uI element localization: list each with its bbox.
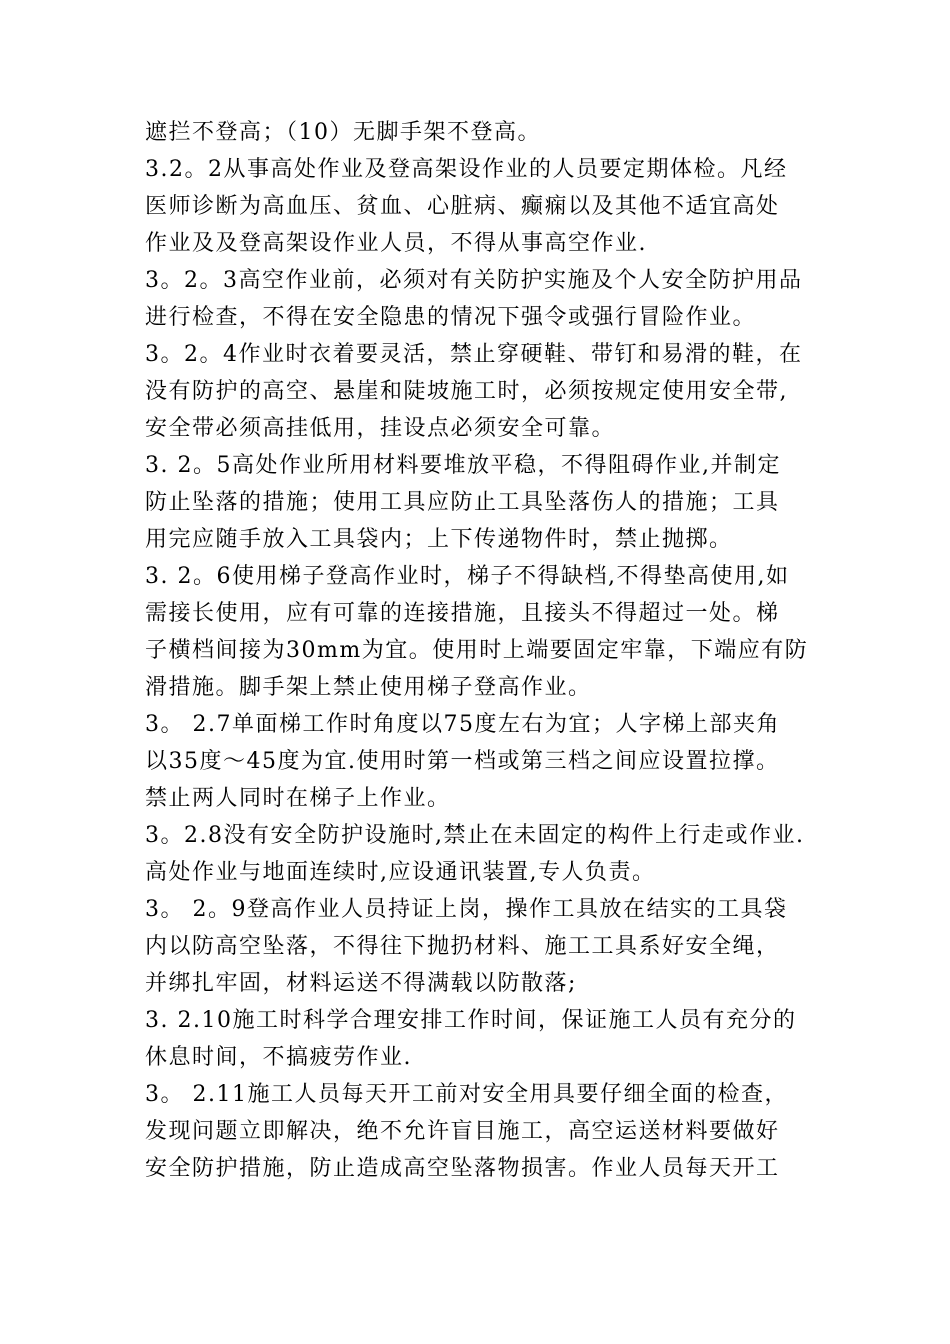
text-line: 休息时间，不搞疲劳作业.: [145, 1045, 412, 1070]
text-line: 3。 2。9登高作业人员持证上岗，操作工具放在结实的工具袋: [145, 897, 788, 922]
document-body: [145, 114, 815, 1187]
text-line: 没有防护的高空、悬崖和陡坡施工时，必须按规定使用安全带,: [145, 379, 788, 404]
text-line: 遮拦不登高；（10）无脚手架不登高。: [145, 120, 541, 145]
text-line: 3. 2。6使用梯子登高作业时，梯子不得缺档,不得垫高使用,如: [145, 564, 790, 589]
text-line: 3. 2.10施工时科学合理安排工作时间，保证施工人员有充分的: [145, 1008, 797, 1033]
text-line: 用完应随手放入工具袋内；上下传递物件时，禁止抛掷。: [145, 527, 733, 552]
text-line: 3。 2.11施工人员每天开工前对安全用具要仔细全面的检查，: [145, 1082, 788, 1107]
text-line: 高处作业与地面连续时,应设通讯装置,专人负责。: [145, 860, 656, 885]
text-line: 以35度～45度为宜.使用时第一档或第三档之间应设置拉撑。: [145, 749, 780, 774]
text-line: 禁止两人同时在梯子上作业。: [145, 786, 451, 811]
text-line: 发现问题立即解决，绝不允许盲目施工，高空运送材料要做好: [145, 1119, 780, 1144]
text-line: 3。2。4作业时衣着要灵活，禁止穿硬鞋、带钉和易滑的鞋，在: [145, 342, 803, 367]
text-line: 并绑扎牢固，材料运送不得满载以防散落;: [145, 971, 577, 996]
text-line: 3.2。2从事高处作业及登高架设作业的人员要定期体检。凡经: [145, 157, 788, 182]
text-line: 内以防高空坠落，不得往下抛扔材料、施工工具系好安全绳，: [145, 934, 780, 959]
text-line: 需接长使用，应有可靠的连接措施，且接头不得超过一处。梯: [145, 601, 780, 626]
text-line: 3。 2.7单面梯工作时角度以75度左右为宜；人字梯上部夹角: [145, 712, 780, 737]
text-line: 安全防护措施，防止造成高空坠落物损害。作业人员每天开工: [145, 1156, 780, 1181]
text-line: 3。2.8没有安全防护设施时,禁止在未固定的构件上行走或作业.: [145, 823, 805, 848]
text-line: 防止坠落的措施；使用工具应防止工具坠落伤人的措施；工具: [145, 490, 780, 515]
text-line: 滑措施。脚手架上禁止使用梯子登高作业。: [145, 675, 592, 700]
text-line: 安全带必须高挂低用，挂设点必须安全可靠。: [145, 416, 616, 441]
text-line: 医师诊断为高血压、贫血、心脏病、癫痫以及其他不适宜高处: [145, 194, 780, 219]
text-line: 子横档间接为30mm为宜。使用时上端要固定牢靠，下端应有防: [145, 638, 809, 663]
text-line: 作业及及登高架设作业人员，不得从事高空作业.: [145, 231, 647, 256]
text-line: 进行检查，不得在安全隐患的情况下强令或强行冒险作业。: [145, 305, 757, 330]
text-line: 3. 2。5高处作业所用材料要堆放平稳，不得阻碍作业,并制定: [145, 453, 781, 478]
text-line: 3。2。3高空作业前，必须对有关防护实施及个人安全防护用品: [145, 268, 803, 293]
